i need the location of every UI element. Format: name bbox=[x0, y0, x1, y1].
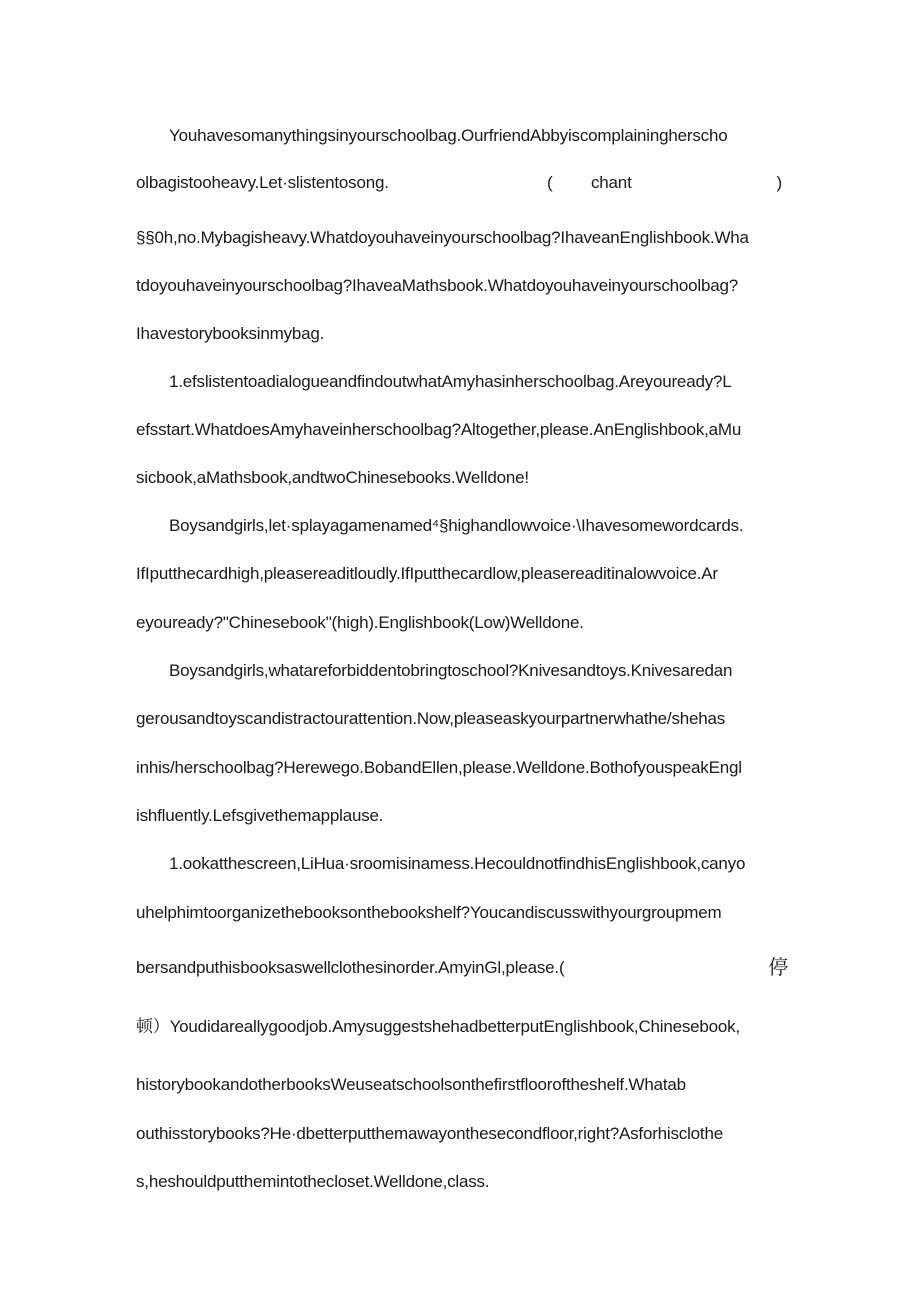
text-line-content: bersandputhisbooksaswellclothesinorder.AmyinGl,please.( bbox=[136, 958, 565, 977]
text-line: uhelphimtoorganizethebooksonthebookshelf?Youcandiscusswithyourgroupmem bbox=[136, 903, 722, 922]
text-line: Boysandgirls,whatareforbiddentobringtoschool?Knivesandtoys.Knivesaredan bbox=[169, 661, 733, 680]
chant-open-paren: ( bbox=[547, 173, 553, 192]
chant-label: chant bbox=[591, 173, 632, 192]
text-line: sicbook,aMathsbook,andtwoChinesebooks.Welldone! bbox=[136, 468, 529, 487]
text-line: 1.ookatthescreen,LiHua·sroomisinamess.HecouldnotfindhisEnglishbook,canyo bbox=[169, 854, 746, 873]
text-line: Youhavesomanythingsinyourschoolbag.OurfriendAbbyiscomplainingherscho bbox=[169, 126, 728, 145]
text-line: 1.efslistentoadialogueandfindoutwhatAmyhasinherschoolbag.Areyouready?L bbox=[169, 372, 732, 391]
text-line: ishfluently.Lefsgivethemapplause. bbox=[136, 806, 384, 825]
text-line: §§0h,no.Mybagisheavy.Whatdoyouhaveinyourschoolbag?IhaveanEnglishbook.Wha bbox=[136, 228, 749, 247]
text-line: outhisstorybooks?He·dbetterputthemawayonthesecondfloor,right?Asforhisclothe bbox=[136, 1124, 723, 1143]
text-line: gerousandtoyscandistractourattention.Now,pleaseaskyourpartnerwhathe/shehas bbox=[136, 709, 726, 728]
text-line: Ihavestorybooksinmybag. bbox=[136, 324, 325, 343]
text-line bbox=[136, 954, 788, 982]
text-line: historybookandotherbooksWeuseatschoolsonthefirstflooroftheshelf.Whatab bbox=[136, 1075, 686, 1094]
text-line: eyouready?"Chinesebook"(high).Englishbook(Low)Welldone. bbox=[136, 613, 584, 632]
text-line: inhis/herschoolbag?Herewego.BobandEllen,please.Welldone.BothofyouspeakEngl bbox=[136, 758, 742, 777]
text-line bbox=[136, 171, 788, 195]
text-line: s,heshouldputthemintothecloset.Welldone,class. bbox=[136, 1172, 490, 1191]
chant-close-paren: ) bbox=[776, 173, 782, 192]
text-line: tdoyouhaveinyourschoolbag?IhaveaMathsbook.Whatdoyouhaveinyourschoolbag? bbox=[136, 276, 739, 295]
pause-char: 停 bbox=[768, 957, 788, 979]
text-line: Boysandgirls,let·splayagamenamed⁴§highandlowvoice·\Ihavesomewordcards. bbox=[169, 516, 744, 535]
text-line: efsstart.WhatdoesAmyhaveinherschoolbag?Altogether,please.AnEnglishbook,aMu bbox=[136, 420, 742, 439]
text-line: 顿）Youdidareallygoodjob.AmysuggestshehadbetterputEnglishbook,Chinesebook, bbox=[136, 1017, 741, 1036]
text-line-content: olbagistooheavy.Let·slistentosong. bbox=[136, 173, 389, 192]
text-line: IfIputthecardhigh,pleasereaditloudly.IfIputthecardlow,pleasereaditinalowvoice.Ar bbox=[136, 564, 718, 583]
